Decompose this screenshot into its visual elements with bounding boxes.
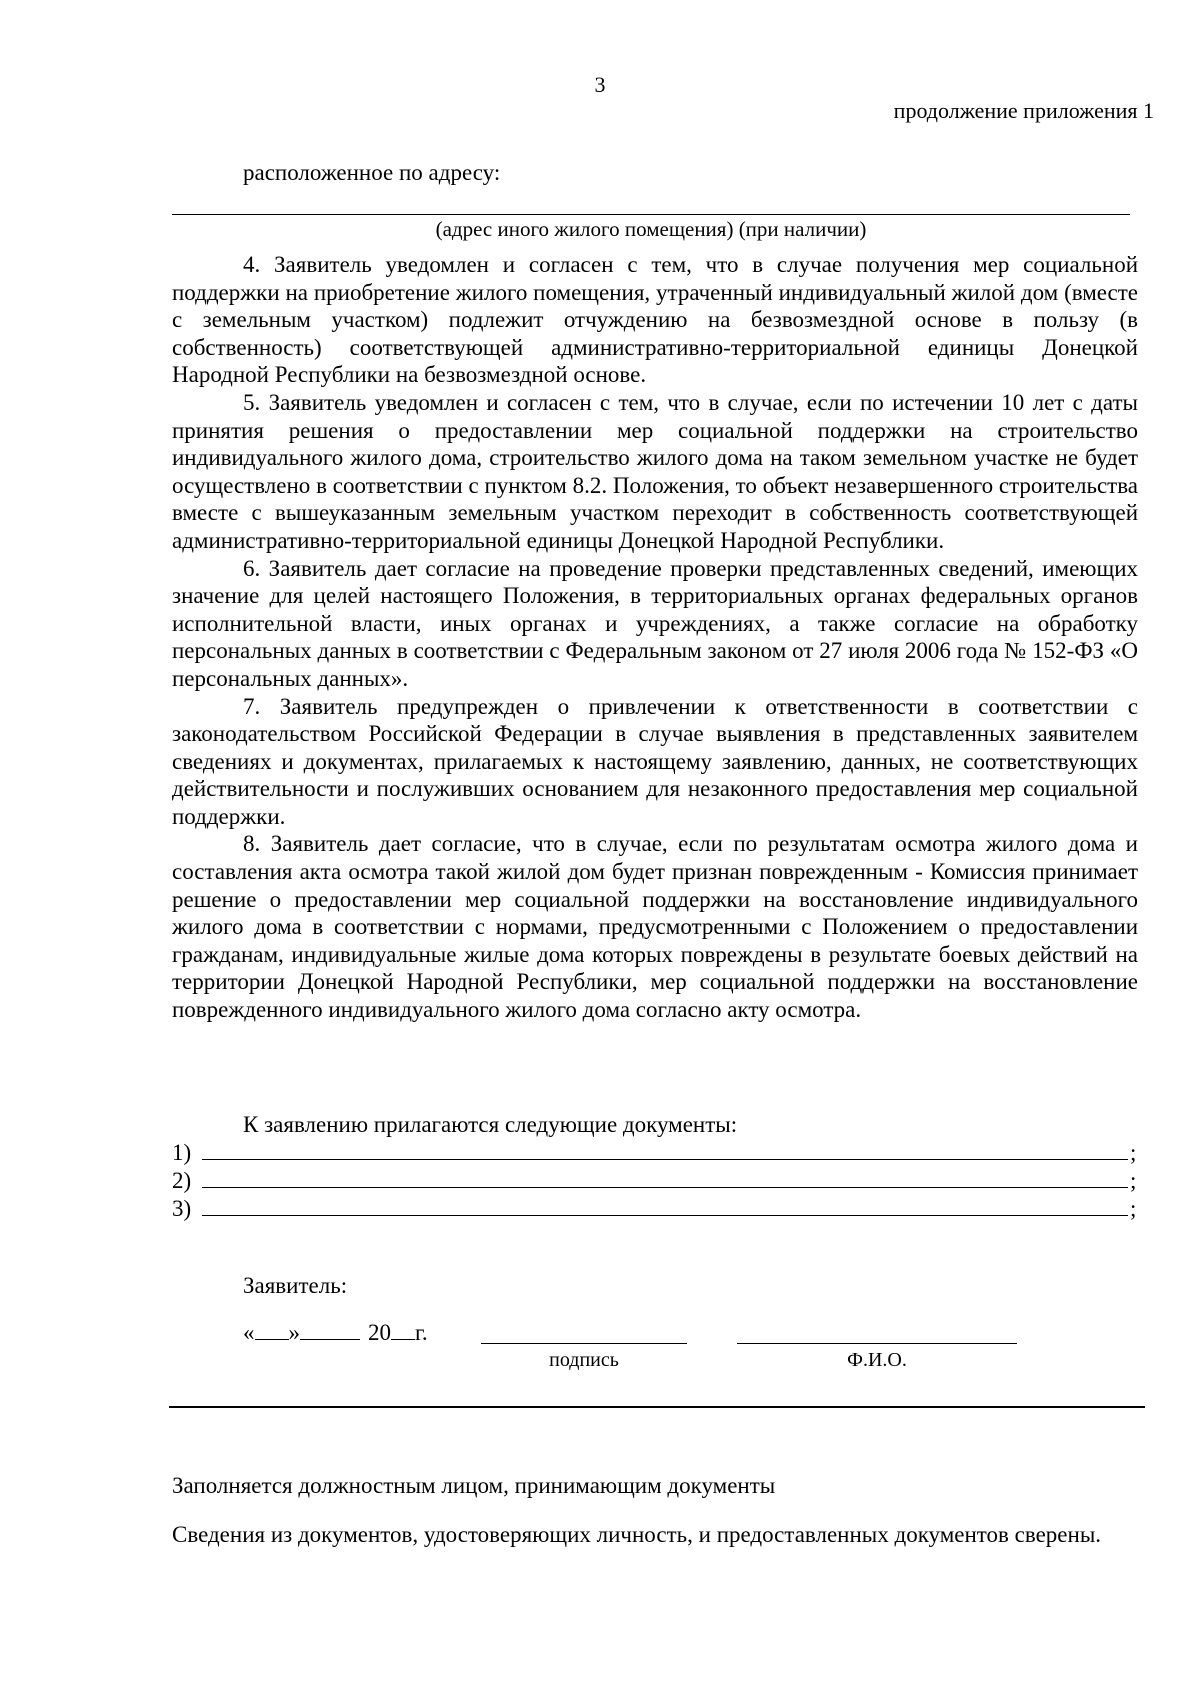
- attachment-row: [172, 1195, 1138, 1223]
- applicant-label: Заявитель:: [243, 1273, 348, 1298]
- paragraph-5: 5. Заявитель уведомлен и согласен с тем, что в случае, если по истечении 10 лет с даты принятия решения о предоставлении мер социальной поддержки на строительство индивидуального жилого дома, строительство жилого дома на таком земельном участке не будет осуществлено в соответствии с пунктом 8.2. Положения, то объект незавершенного строительства вместе с вышеуказанным земельным участком переходит в собственность соответствующей административно-территориальной единицы Донецкой Народной Республики.: [172, 389, 1138, 553]
- date-field: [243, 1320, 428, 1346]
- attachment-number: 3): [172, 1196, 192, 1221]
- attachment-number: 2): [172, 1168, 192, 1193]
- address-underline: [172, 214, 1130, 215]
- verification-statement: Сведения из документов, удостоверяющих личность, и предоставленных документов сверены.: [172, 1522, 1102, 1547]
- attachments-intro: К заявлению прилагаются следующие документы:: [243, 1112, 738, 1137]
- paragraph-4: 4. Заявитель уведомлен и согласен с тем, что в случае получения мер социальной поддержки на приобретение жилого помещения, утраченный индивидуальный жилой дом (вместе с земельным участком) подлежит отчуждению на безвозмездной основе в пользу (в собственность) соответствующей административно-территориальной единицы Донецкой Народной Республики на безвозмездной основе.: [172, 252, 1138, 388]
- attachment-row: [172, 1139, 1138, 1167]
- section-divider: [169, 1406, 1145, 1408]
- date-close-quote: »: [288, 1320, 300, 1345]
- paragraph-6: 6. Заявитель дает согласие на проведение проверки представленных сведений, имеющих значение для целей настоящего Положения, в территориальных органах федеральных органов исполнительной власти, иных органах и учреждениях, а также согласие на обработку персональных данных в соответствии с Федеральным законом от 27 июля 2006 года № 152-ФЗ «О персональных данных».: [172, 555, 1138, 691]
- attachment-number: 1): [172, 1140, 192, 1165]
- day-blank[interactable]: [255, 1321, 289, 1340]
- attachments-list: [172, 1139, 1138, 1223]
- signature-line[interactable]: [481, 1343, 687, 1344]
- year-prefix: 20: [368, 1320, 391, 1345]
- attachment-input-line[interactable]: [202, 1139, 1128, 1160]
- month-blank[interactable]: [300, 1321, 360, 1340]
- attachment-input-line[interactable]: [202, 1195, 1128, 1216]
- attachment-terminator: ;: [1130, 1196, 1137, 1221]
- attachment-input-line[interactable]: [202, 1167, 1128, 1188]
- full-name-line[interactable]: [737, 1343, 1017, 1344]
- attachment-row: [172, 1167, 1138, 1195]
- paragraph-7: 7. Заявитель предупрежден о привлечении к ответственности в соответствии с законодательством Российской Федерации в случае выявления в представленных заявителем сведениях и документах, прилагаемых к настоящему заявлению, данных, не соответствующих действительности и послуживших основанием для незаконного предоставления мер социальной поддержки.: [172, 693, 1138, 829]
- signature-caption: подпись: [549, 1349, 619, 1371]
- full-name-caption: Ф.И.О.: [847, 1349, 907, 1371]
- page-number: 3: [594, 72, 606, 97]
- address-label: расположенное по адресу:: [243, 160, 501, 185]
- year-suffix: г.: [415, 1320, 428, 1345]
- consent-paragraphs: [172, 251, 1138, 1024]
- date-open-quote: «: [243, 1320, 255, 1345]
- paragraph-8: 8. Заявитель дает согласие, что в случае, если по результатам осмотра жилого дома и составления акта осмотра такой жилой дом будет признан поврежденным - Комиссия принимает решение о предоставлении мер социальной поддержки на восстановление индивидуального жилого дома в соответствии с нормами, предусмотренными с Положением о предоставлении гражданам, индивидуальные жилые дома которых повреждены в результате боевых действий на территории Донецкой Народной Республики, мер социальной поддержки на восстановление поврежденного индивидуального жилого дома согласно акту осмотра.: [172, 831, 1138, 1023]
- attachment-terminator: ;: [1130, 1140, 1137, 1165]
- appendix-continuation: продолжение приложения 1: [893, 98, 1154, 123]
- address-note: (адрес иного жилого помещения) (при наличии): [435, 217, 867, 241]
- attachment-terminator: ;: [1130, 1168, 1137, 1193]
- year-blank[interactable]: [391, 1321, 415, 1340]
- official-section-heading: Заполняется должностным лицом, принимающим документы: [172, 1473, 776, 1498]
